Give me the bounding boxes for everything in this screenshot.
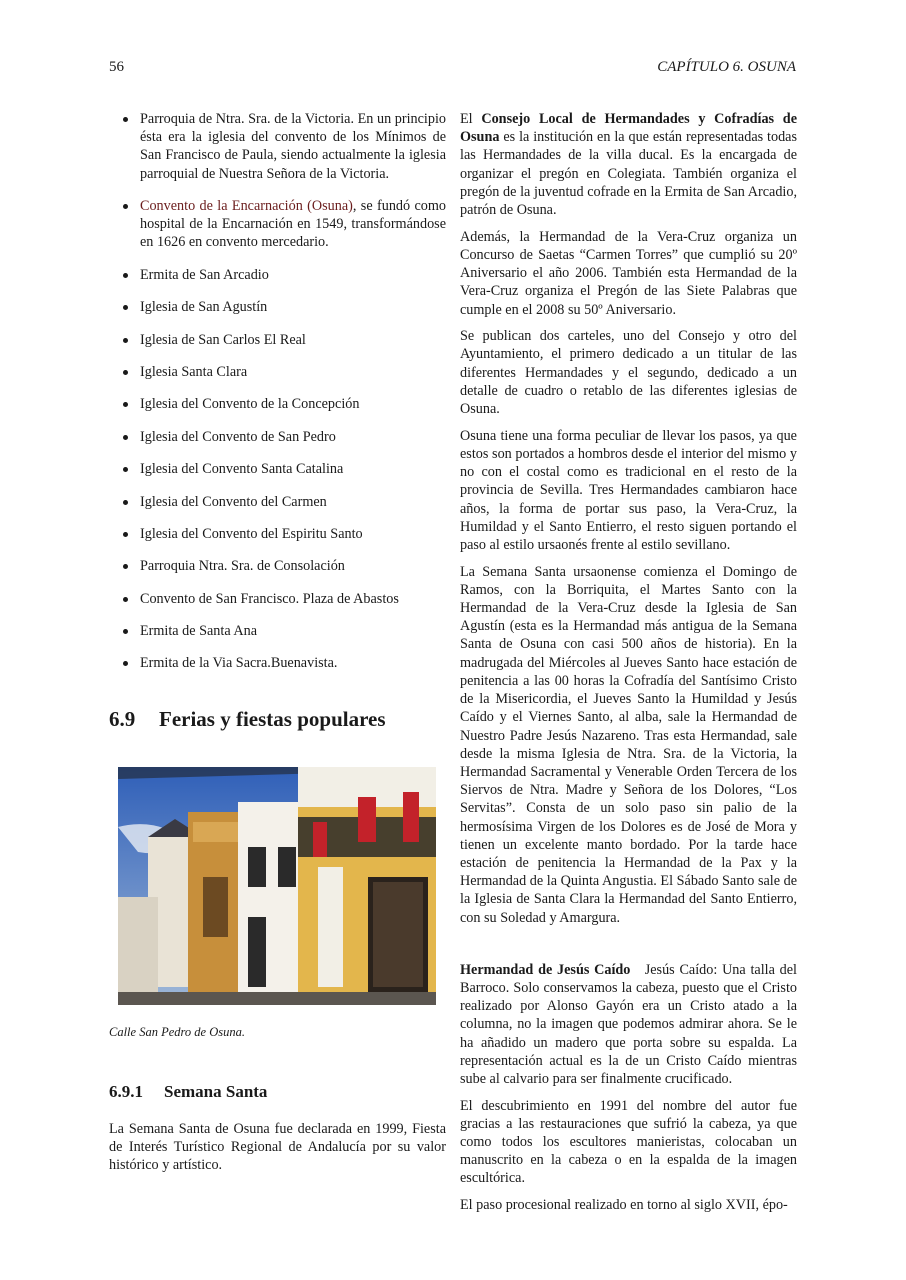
list-item: Iglesia Santa Clara — [109, 363, 446, 381]
bullet-icon — [123, 117, 128, 122]
paragraph: Hermandad de Jesús Caído Jesús Caído: Una talla del Barroco. Solo conservamos la cabeza, puesto que el Cristo realizado por Alonso Gayón era un Cristo atado a la columna, no la imagen que podemos admirar ahora. Se le ha añadido un madero que porta sobre su espalda. La representación actual es la de un Cristo Caído mientras sube al calvario para ser finalmente crucificado. — [460, 961, 797, 1087]
list-item: Ermita de Santa Ana — [109, 622, 446, 640]
paragraph: El descubrimiento en 1991 del nombre del autor fue gracias a las restauraciones que sufrió la cabeza, ya que como todos los escultores manieristas, colocaban un manuscrito en la cabeza o en la espalda de la imagen escultórica. — [460, 1097, 797, 1187]
page-number: 56 — [109, 59, 124, 75]
bullet-icon — [123, 370, 128, 375]
street-photo — [118, 767, 436, 1005]
bullet-icon — [123, 467, 128, 472]
bullet-icon — [123, 629, 128, 634]
bullet-icon — [123, 532, 128, 537]
bullet-icon — [123, 564, 128, 569]
list-item: Ermita de la Via Sacra.Buenavista. — [109, 654, 446, 672]
list-item: Iglesia de San Agustín — [109, 298, 446, 316]
chapter-header: CAPÍTULO 6. OSUNA — [657, 59, 796, 75]
list-item: Parroquia Ntra. Sra. de Consolación — [109, 557, 446, 575]
list-item: Iglesia del Convento de la Concepción — [109, 395, 446, 413]
bullet-icon — [123, 435, 128, 440]
bullet-icon — [123, 661, 128, 666]
convento-encarnacion-link[interactable]: Convento de la Encarnación (Osuna) — [140, 198, 353, 214]
list-item: Convento de la Encarnación (Osuna), se fundó como hospital de la Encarnación en 1549, transformándose en 1626 en convento mercedario. — [109, 197, 446, 252]
list-item: Parroquia de Ntra. Sra. de la Victoria. En un principio ésta era la iglesia del convento de los Mínimos de San Francisco de Paula, siendo actualmente la iglesia parroquial de Nuestra Señora de la Victoria. — [109, 110, 446, 183]
list-item: Iglesia del Convento Santa Catalina — [109, 460, 446, 478]
paragraph: Se publican dos carteles, uno del Consejo y otro del Ayuntamiento, el primero dedicado a un titular de las diferentes Hermandades y el segundo, dedicado a un detalle de cuadro o retablo de las diferentes iglesias de Osuna. — [460, 328, 797, 418]
paragraph: Además, la Hermandad de la Vera-Cruz organiza un Concurso de Saetas “Carmen Torres” que cumplió su 20º Aniversario el año 2006. También esta Hermandad de la Vera-Cruz organiza el Pregón de las Siete Palabras que cumple en el 2008 su 50º Aniversario. — [460, 228, 797, 318]
list-item: Iglesia de San Carlos El Real — [109, 331, 446, 349]
bullet-icon — [123, 338, 128, 343]
list-item: Ermita de San Arcadio — [109, 266, 446, 284]
paragraph: El paso procesional realizado en torno al siglo XVII, épo- — [460, 1197, 788, 1214]
church-list — [109, 110, 446, 673]
semana-santa-paragraph: La Semana Santa de Osuna fue declarada en 1999, Fiesta de Interés Turístico Regional de Andalucía por su valor histórico y artístico. — [109, 1121, 446, 1174]
left-column — [109, 110, 446, 687]
subsection-heading: 6.9.1 Semana Santa — [109, 1082, 268, 1101]
bullet-icon — [123, 500, 128, 505]
list-item: Convento de San Francisco. Plaza de Abastos — [109, 590, 446, 608]
bullet-icon — [123, 597, 128, 602]
bullet-icon — [123, 305, 128, 310]
figure-caption: Calle San Pedro de Osuna. — [109, 1025, 245, 1039]
paragraph: La Semana Santa ursaonense comienza el Domingo de Ramos, con la Borriquita, el Martes Santo con la Hermandad de la Vera-Cruz desde la Iglesia de San Agustín (esta es la Hermandad más antigua de la Semana Santa de Osuna con casi 500 años de historia). En la madrugada del Miércoles al Jueves Santo hace estación de penitencia a las 00 horas la Cofradía del Santísimo Cristo de la Misericordia, el Jueves Santo la Humildad y Jesús Caído y el Viernes Santo, al alba, sale la Hermandad de Nuestro Padre Jesús Nazareno. Tras esta Hermandad, sale desde la misma Iglesia de Ntra. Sra. de la Victoria, la Hermandad Sacramental y Venerable Orden Tercera de los Siervos de Ntra. Madre y Señora de los Dolores, “Los Servitas”. Consta de un solo paso sin palio de la hermosísima Virgen de los Dolores es de José de Mora y tienen un excelente manto bordado. Por la tarde hace estación de penitencia la Hermandad de la Pax y la Hermandad de la Quinta Angustia. El Sábado Santo sale de la Iglesia de Santa Clara la Hermandad del Santo Entierro, con su Soledad y Amargura. — [460, 563, 797, 926]
list-item: Iglesia del Convento del Espiritu Santo — [109, 525, 446, 543]
section-heading: 6.9 Ferias y fiestas populares — [109, 707, 386, 731]
list-item: Iglesia del Convento del Carmen — [109, 493, 446, 511]
bullet-icon — [123, 402, 128, 407]
right-column — [460, 110, 797, 1223]
bullet-icon — [123, 273, 128, 278]
paragraph-heading: Hermandad de Jesús Caído — [460, 961, 631, 978]
paragraph: El Consejo Local de Hermandades y Cofradías de Osuna es la institución en la que están representadas todas las Hermandades de la villa ducal. Es la encargada de organizar el pregón en Colegiata. También organiza el pregón de la juventud cofrade en la Ermita de San Arcadio, patrón de Osuna. — [460, 111, 797, 219]
paragraph: Osuna tiene una forma peculiar de llevar los pasos, ya que estos son portados a hombros desde el interior del mismo y no con el costal como es tradicional en el resto de la provincia de Sevilla. Tres Hermandades cambiaron hace años, la forma de portar sus paso, la Vera-Cruz, la Humildad y el Santo Entierro, el resto siguen portando el paso al estilo ursaonés frente al estilo sevillano. — [460, 427, 797, 553]
list-item: Iglesia del Convento de San Pedro — [109, 428, 446, 446]
bullet-icon — [123, 204, 128, 209]
